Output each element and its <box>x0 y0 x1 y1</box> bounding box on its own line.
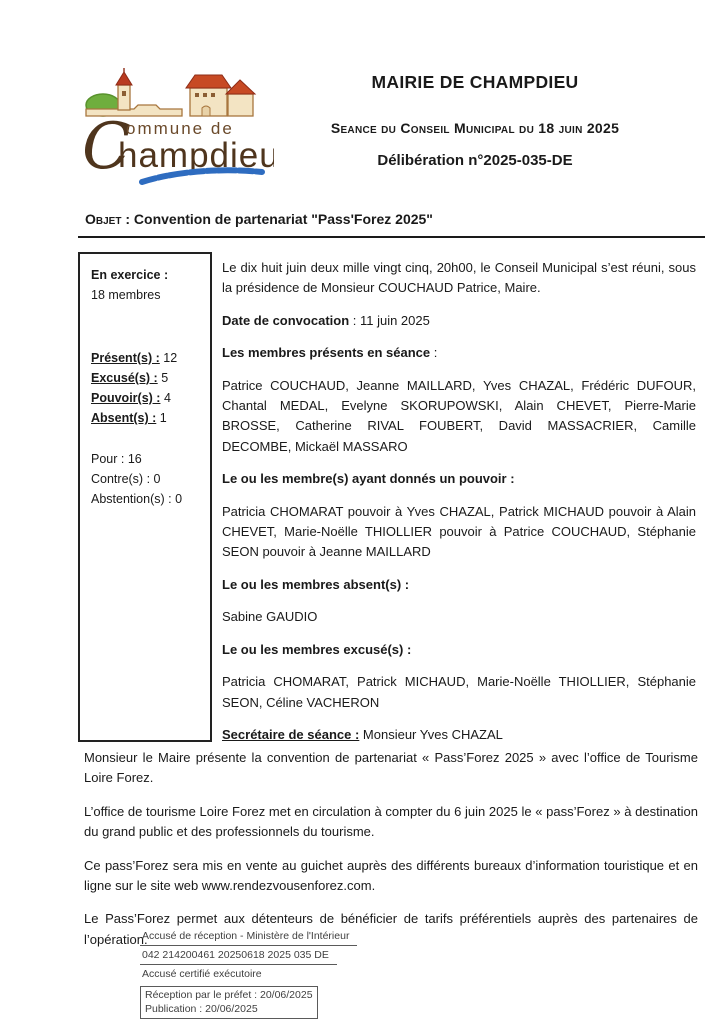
stamp-id-line: 042 214200461 20250618 2025 035 DE <box>140 948 337 965</box>
pouvoir-names: Patricia CHOMARAT pouvoir à Yves CHAZAL, Patrick MICHAUD pouvoir à Alain CHEVET, Marie-Noëlle THIOLLIER pouvoir à Patrice COUCHAUD, Stéphanie SEON pouvoir à Jeanne MAILLARD <box>222 503 696 560</box>
mairie-title: MAIRIE DE CHAMPDIEU <box>371 72 579 92</box>
body-paragraph: Ce pass’Forez sera mis en vente au guichet auprès des différents bureaux d’information touristique et en ligne sur le site web www.rendezvousenforez.com. <box>84 857 698 894</box>
spacer <box>91 429 202 449</box>
stamp-dates-box <box>140 986 318 1018</box>
vote-abstention: Abstention(s) : 0 <box>91 492 183 506</box>
en-exercice-label: En exercice : <box>91 268 169 282</box>
vote-contre: Contre(s) : 0 <box>91 471 161 486</box>
stat-excuses: Excusé(s) : 5 <box>91 370 169 385</box>
absent-names: Sabine GAUDIO <box>222 609 318 625</box>
stat-pouvoirs: Pouvoir(s) : 4 <box>91 391 171 405</box>
session-details <box>222 252 698 757</box>
logo-line2: hampdieu <box>118 136 274 175</box>
vote-pour: Pour : 16 <box>91 451 142 466</box>
objet-heading <box>78 211 705 238</box>
church-tower-icon <box>116 68 132 110</box>
spacer <box>91 306 202 348</box>
en-exercice-value: 18 membres <box>91 288 161 303</box>
main-building-icon <box>186 75 231 116</box>
village-illustration-icon <box>86 68 255 116</box>
prefecture-stamp <box>140 929 357 1019</box>
stamp-executoire-line: Accusé certifié exécutoire <box>142 968 262 981</box>
stat-absents: Absent(s) : 1 <box>91 411 167 426</box>
stamp-publication-date: Publication : 20/06/2025 <box>145 1002 258 1015</box>
objet-label: Objet : <box>85 211 131 227</box>
stat-presents: Présent(s) : 12 <box>91 350 178 365</box>
deliberation-number: Délibération n°2025-035-DE <box>377 152 573 169</box>
stamp-prefet-date: Réception par le préfet : 20/06/2025 <box>145 989 313 1002</box>
document-header <box>246 72 704 169</box>
body-paragraph: Le Pass’Forez permet aux détenteurs de bénéficier de tarifs préférentiels auprès des partenaires de l’opération. <box>84 911 698 947</box>
pouvoir-label: Le ou les membre(s) ayant donnés un pouvoir : <box>222 471 515 487</box>
body-paragraph: L’office de tourisme Loire Forez met en circulation à compter du 6 juin 2025 le « pass’Forez » à destination du grand public et des professionnels du tourisme. <box>84 803 698 840</box>
attendance-box <box>78 252 212 742</box>
objet-value: Convention de partenariat "Pass'Forez 2025" <box>130 211 433 227</box>
session-section <box>78 252 698 757</box>
session-intro: Le dix huit juin deux mille vingt cinq, 20h00, le Conseil Municipal s’est réuni, sous la présidence de Monsieur COUCHAUD Patrice, Maire. <box>222 260 696 296</box>
excuse-label: Le ou les membres excusé(s) : <box>222 641 412 657</box>
logo-big-c: C <box>82 110 131 184</box>
stamp-reception-line: Accusé de réception - Ministère de l'Intérieur <box>140 929 357 946</box>
presents-names: Patrice COUCHAUD, Jeanne MAILLARD, Yves CHAZAL, Frédéric DUFOUR, Chantal MEDAL, Evelyne SKORUPOWSKI, Alain CHEVET, Pierre-Marie BROSSE, Catherine RIVAL FOUBERT, David MASSACRIER, Camille DECOMBE, Mickaël MASSARO <box>222 377 696 454</box>
secretaire-line: Secrétaire de séance : Monsieur Yves CHAZAL <box>222 726 503 742</box>
body-paragraph: Monsieur le Maire présente la convention de partenariat « Pass’Forez 2025 » avec l’office de Tourisme Loire Forez. <box>84 750 698 786</box>
presents-label: Les membres présents en séance : <box>222 345 438 361</box>
convocation-line: Date de convocation : 11 juin 2025 <box>222 312 430 328</box>
logo-line1: ommune de <box>126 119 234 138</box>
absent-label: Le ou les membres absent(s) : <box>222 576 410 592</box>
excuse-names: Patricia CHOMARAT, Patrick MICHAUD, Marie-Noëlle THIOLLIER, Stéphanie SEON, Céline VACHERON <box>222 674 696 710</box>
seance-subtitle: Seance du Conseil Municipal du 18 juin 2025 <box>330 120 620 136</box>
